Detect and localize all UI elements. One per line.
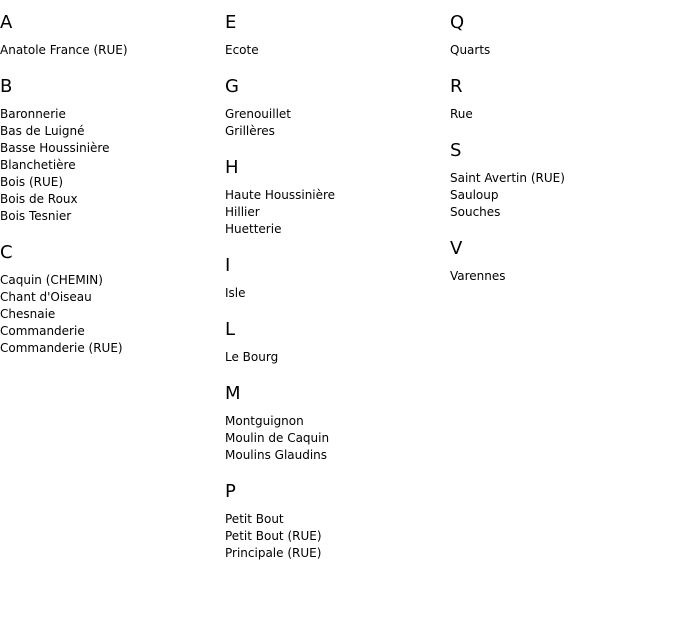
street-name: Sauloup: [450, 188, 499, 202]
street-name: Ecote: [225, 43, 259, 57]
street-name: Chant d'Oiseau: [0, 290, 92, 304]
street-list: [225, 349, 445, 366]
street-list: [0, 42, 220, 59]
letter-heading: V: [450, 238, 463, 259]
letter-group: [225, 255, 445, 302]
letter-group: [450, 140, 670, 221]
street-name: Haute Houssinière: [225, 188, 336, 202]
letter-group: [225, 12, 445, 59]
letter-group: [0, 12, 220, 59]
letter-heading: Q: [450, 12, 465, 33]
street-name: Commanderie: [0, 324, 85, 338]
street-name: Anatole France (RUE): [0, 43, 128, 57]
street-name: Caquin (CHEMIN): [0, 273, 103, 287]
street-list: [450, 268, 670, 285]
letter-group: [0, 242, 220, 357]
letter-heading: G: [225, 76, 239, 97]
letter-group: [450, 238, 670, 285]
street-name: Huetterie: [225, 222, 282, 236]
street-name: Basse Houssinière: [0, 141, 110, 155]
letter-heading: B: [0, 76, 13, 97]
letter-group: [225, 319, 445, 366]
street-list: [225, 511, 445, 562]
street-name: Le Bourg: [225, 350, 279, 364]
street-list: [225, 285, 445, 302]
street-list: [0, 272, 220, 357]
letter-group: [225, 157, 445, 238]
street-list: [225, 413, 445, 464]
letter-heading: E: [225, 12, 237, 33]
street-name: Baronnerie: [0, 107, 66, 121]
street-list: [450, 106, 670, 123]
letter-heading: S: [450, 140, 462, 161]
street-name: Rue: [450, 107, 473, 121]
letter-heading: C: [0, 242, 13, 263]
street-name: Principale (RUE): [225, 546, 322, 560]
street-name: Quarts: [450, 43, 491, 57]
street-list: [450, 170, 670, 221]
street-name: Bas de Luigné: [0, 124, 85, 138]
letter-heading: I: [225, 255, 231, 276]
street-name: Commanderie (RUE): [0, 341, 123, 355]
street-name: Chesnaie: [0, 307, 56, 321]
street-list: [225, 42, 445, 59]
street-name: Bois Tesnier: [0, 209, 72, 223]
letter-group: [450, 76, 670, 123]
street-name: Souches: [450, 205, 501, 219]
street-list: [0, 106, 220, 225]
index-column: [0, 12, 220, 374]
letter-heading: A: [0, 12, 13, 33]
letter-group: [225, 76, 445, 140]
street-name: Moulin de Caquin: [225, 431, 330, 445]
letter-group: [225, 481, 445, 562]
letter-heading: M: [225, 383, 241, 404]
street-name: Blanchetière: [0, 158, 76, 172]
street-name: Moulins Glaudins: [225, 448, 328, 462]
street-name: Isle: [225, 286, 246, 300]
letter-heading: H: [225, 157, 239, 178]
street-name: Grillères: [225, 124, 275, 138]
street-name: Hillier: [225, 205, 260, 219]
street-name: Bois de Roux: [0, 192, 78, 206]
street-name: Petit Bout (RUE): [225, 529, 322, 543]
street-name: Saint Avertin (RUE): [450, 171, 565, 185]
street-name: Montguignon: [225, 414, 304, 428]
index-column: [450, 12, 670, 302]
letter-group: [225, 383, 445, 464]
street-name: Grenouillet: [225, 107, 291, 121]
street-name: Bois (RUE): [0, 175, 64, 189]
street-list: [225, 187, 445, 238]
index-column: [225, 12, 445, 579]
street-name: Varennes: [450, 269, 506, 283]
street-list: [225, 106, 445, 140]
letter-group: [450, 12, 670, 59]
letter-heading: L: [225, 319, 236, 340]
letter-heading: P: [225, 481, 236, 502]
letter-group: [0, 76, 220, 225]
street-list: [450, 42, 670, 59]
street-name: Petit Bout: [225, 512, 284, 526]
letter-heading: R: [450, 76, 463, 97]
